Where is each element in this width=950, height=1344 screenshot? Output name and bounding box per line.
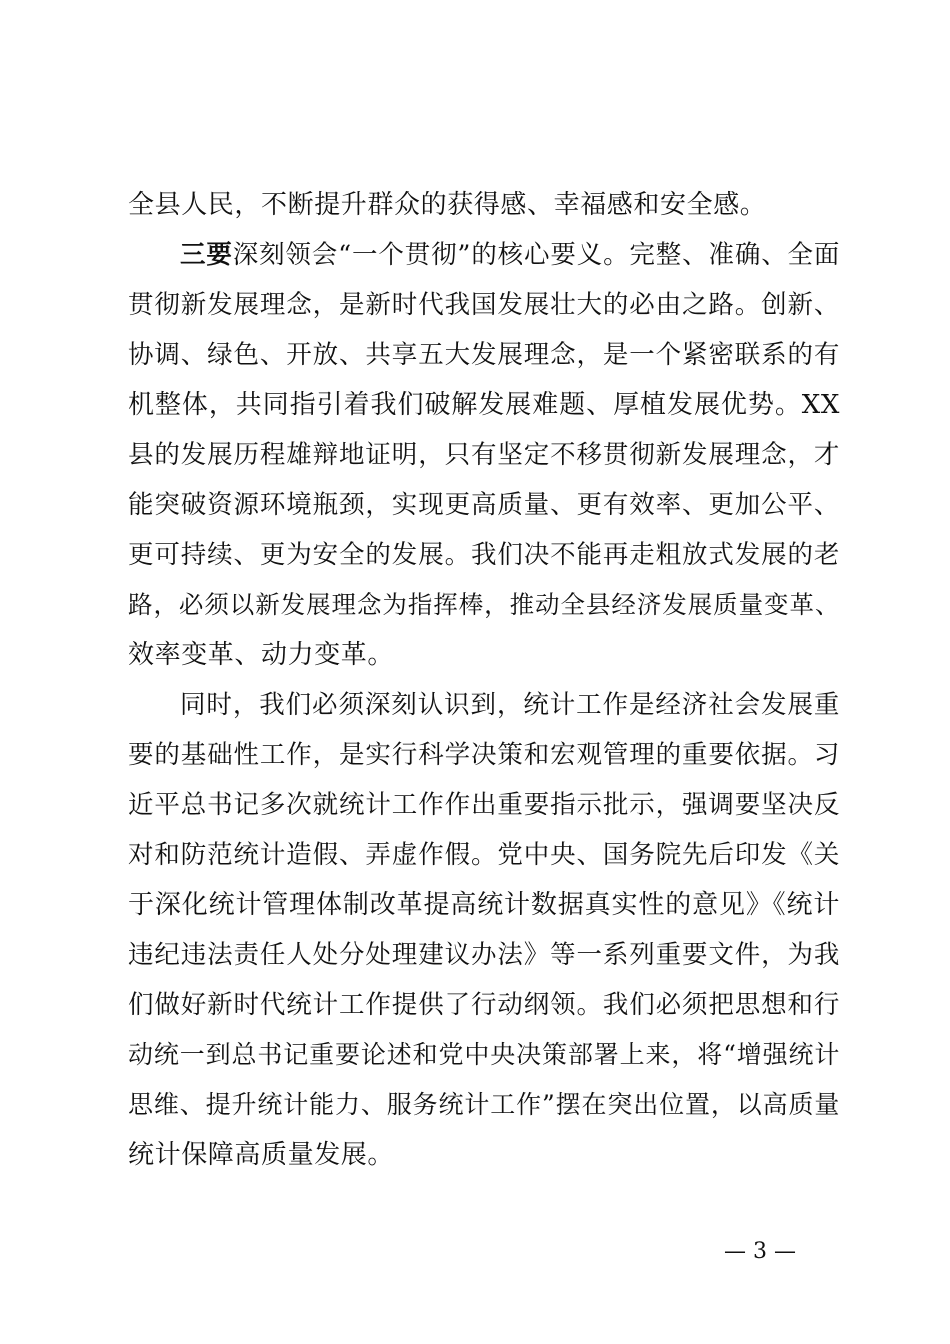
paragraph-four-line-4: 对和防范统计造假、弄虚作假。党中央、国务院先后印发《关 [128,840,840,870]
paragraph-three-line-2: 贯彻新发展理念，是新时代我国发展壮大的必由之路。创新、 [128,290,840,320]
paragraph-three-line-3: 协调、绿色、开放、共享五大发展理念，是一个紧密联系的有 [128,340,840,370]
paragraph-four-line-2: 要的基础性工作，是实行科学决策和宏观管理的重要依据。习 [128,740,840,770]
paragraph-three-line-8: 路，必须以新发展理念为指挥棒，推动全县经济发展质量变革、 [128,590,840,619]
paragraph-four-line-6: 违纪违法责任人处分处理建议办法》等一系列重要文件，为我 [128,940,840,970]
paragraph-three-first-line-text: 深刻领会“一个贯彻”的核心要义。完整、准确、全面 [232,240,841,270]
paragraph-four-line-3: 近平总书记多次就统计工作作出重要指示批示，强调要坚决反 [128,790,840,820]
paragraph-three-line-4: 机整体，共同指引着我们破解发展难题、厚植发展优势。XX [128,390,840,420]
paragraph-four-line-1: 同时，我们必须深刻认识到，统计工作是经济社会发展重 [180,690,840,720]
paragraph-three-line-6: 能突破资源环境瓶颈，实现更高质量、更有效率、更加公平、 [128,490,840,520]
paragraph-continuation-line-1: 全县人民，不断提升群众的获得感、幸福感和安全感。 [128,190,767,220]
page-number: — 3 — [724,1239,796,1264]
paragraph-four-line-9: 思维、提升统计能力、服务统计工作”摆在突出位置，以高质量 [128,1090,840,1119]
paragraph-three-line-1 [180,230,840,280]
paragraph-four-line-5: 于深化统计管理体制改革提高统计数据真实性的意见》《统计 [128,890,840,920]
paragraph-three-line-5: 县的发展历程雄辩地证明，只有坚定不移贯彻新发展理念，才 [128,440,840,470]
paragraph-three-line-7: 更可持续、更为安全的发展。我们决不能再走粗放式发展的老 [128,540,840,570]
paragraph-three-line-9: 效率变革、动力变革。 [128,640,395,670]
paragraph-four-line-7: 们做好新时代统计工作提供了行动纲领。我们必须把思想和行 [128,990,840,1020]
paragraph-four-line-10: 统计保障高质量发展。 [128,1140,395,1170]
paragraph-four-line-8: 动统一到总书记重要论述和党中央决策部署上来，将“增强统计 [128,1040,840,1069]
paragraph-three-lead: 三要 [180,240,233,270]
